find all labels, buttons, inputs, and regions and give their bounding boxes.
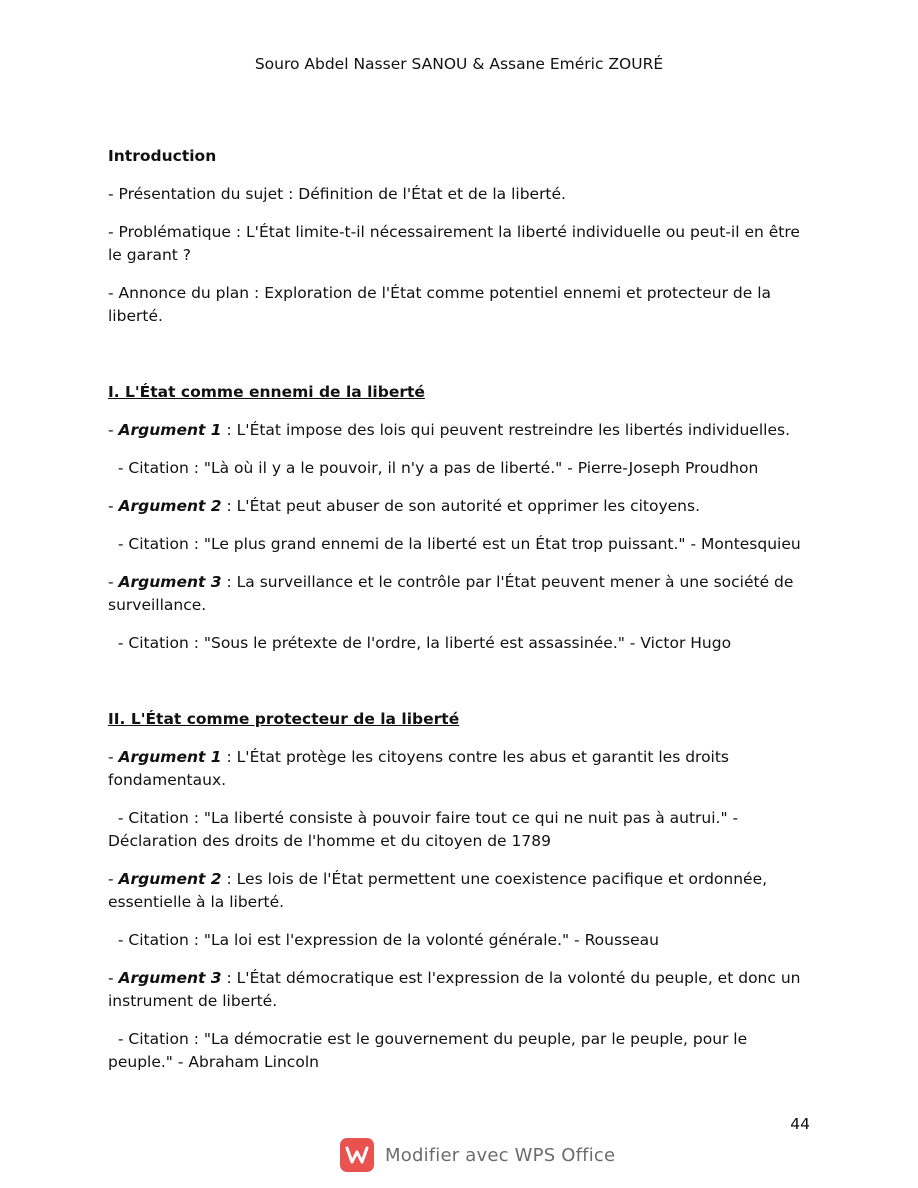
argument-label: Argument 1 [118, 421, 222, 439]
argument-text: : L'État impose des lois qui peuvent restreindre les libertés individuelles. [221, 421, 790, 439]
section1-argument-3: - Argument 3 : La surveillance et le contrôle par l'État peuvent mener à une société de surveillance. [108, 573, 794, 614]
section2-quote-3: - Citation : "La démocratie est le gouvernement du peuple, par le peuple, pour le peuple." - Abraham Lincoln [108, 1030, 753, 1071]
argument-label: Argument 3 [118, 573, 222, 591]
section2-argument-2: - Argument 2 : Les lois de l'État permettent une coexistence pacifique et ordonnée, essentielle à la liberté. [108, 870, 768, 911]
section1-quote-3: - Citation : "Sous le prétexte de l'ordre, la liberté est assassinée." - Victor Hugo [108, 634, 732, 652]
argument-label: Argument 2 [118, 497, 222, 515]
watermark-text: Modifier avec WPS Office [385, 1144, 616, 1166]
section1-quote-1: - Citation : "Là où il y a le pouvoir, il n'y a pas de liberté." - Pierre-Joseph Proudhon [108, 459, 759, 477]
argument-text: : La surveillance et le contrôle par l'État peuvent mener à une société de surveillance. [108, 573, 794, 614]
section2-argument-1: - Argument 1 : L'État protège les citoyens contre les abus et garantit les droits fondamentaux. [108, 748, 730, 789]
section1-quote-2: - Citation : "Le plus grand ennemi de la liberté est un État trop puissant." - Montesquieu [108, 535, 801, 553]
section2-argument-3: - Argument 3 : L'État démocratique est l'expression de la volonté du peuple, et donc un instrument de liberté. [108, 969, 801, 1010]
argument-text: : L'État peut abuser de son autorité et opprimer les citoyens. [221, 497, 701, 515]
page-header: Souro Abdel Nasser SANOU & Assane Eméric ZOURÉ [254, 55, 664, 73]
section2-quote-1: - Citation : "La liberté consiste à pouvoir faire tout ce qui ne nuit pas à autrui." - Déclaration des droits de l'homme et du citoyen de 1789 [108, 809, 744, 850]
introduction-heading: Introduction [108, 147, 217, 165]
section1-argument-1: - Argument 1 : L'État impose des lois qui peuvent restreindre les libertés individuelles. [108, 421, 790, 439]
argument-text: : L'État protège les citoyens contre les abus et garantit les droits fondamentaux. [108, 748, 730, 789]
section1-argument-2: - Argument 2 : L'État peut abuser de son autorité et opprimer les citoyens. [108, 497, 701, 515]
wps-logo-icon [340, 1138, 374, 1172]
document-body [108, 145, 813, 1089]
intro-item-plan: - Annonce du plan : Exploration de l'État comme potentiel ennemi et protecteur de la liberté. [108, 284, 772, 325]
page-number: 44 [790, 1115, 810, 1133]
argument-label: Argument 2 [118, 870, 222, 888]
section2-heading: II. L'État comme protecteur de la liberté [108, 710, 460, 728]
argument-text: : L'État démocratique est l'expression de la volonté du peuple, et donc un instrument de liberté. [108, 969, 801, 1010]
argument-label: Argument 3 [118, 969, 222, 987]
wps-watermark[interactable] [340, 1137, 615, 1173]
argument-text: : Les lois de l'État permettent une coexistence pacifique et ordonnée, essentielle à la liberté. [108, 870, 768, 911]
argument-label: Argument 1 [118, 748, 222, 766]
section1-heading: I. L'État comme ennemi de la liberté [108, 383, 425, 401]
section2-quote-2: - Citation : "La loi est l'expression de la volonté générale." - Rousseau [108, 931, 659, 949]
intro-item-problem: - Problématique : L'État limite-t-il nécessairement la liberté individuelle ou peut-il en être le garant ? [108, 223, 800, 264]
intro-item-subject: - Présentation du sujet : Définition de l'État et de la liberté. [108, 185, 566, 203]
